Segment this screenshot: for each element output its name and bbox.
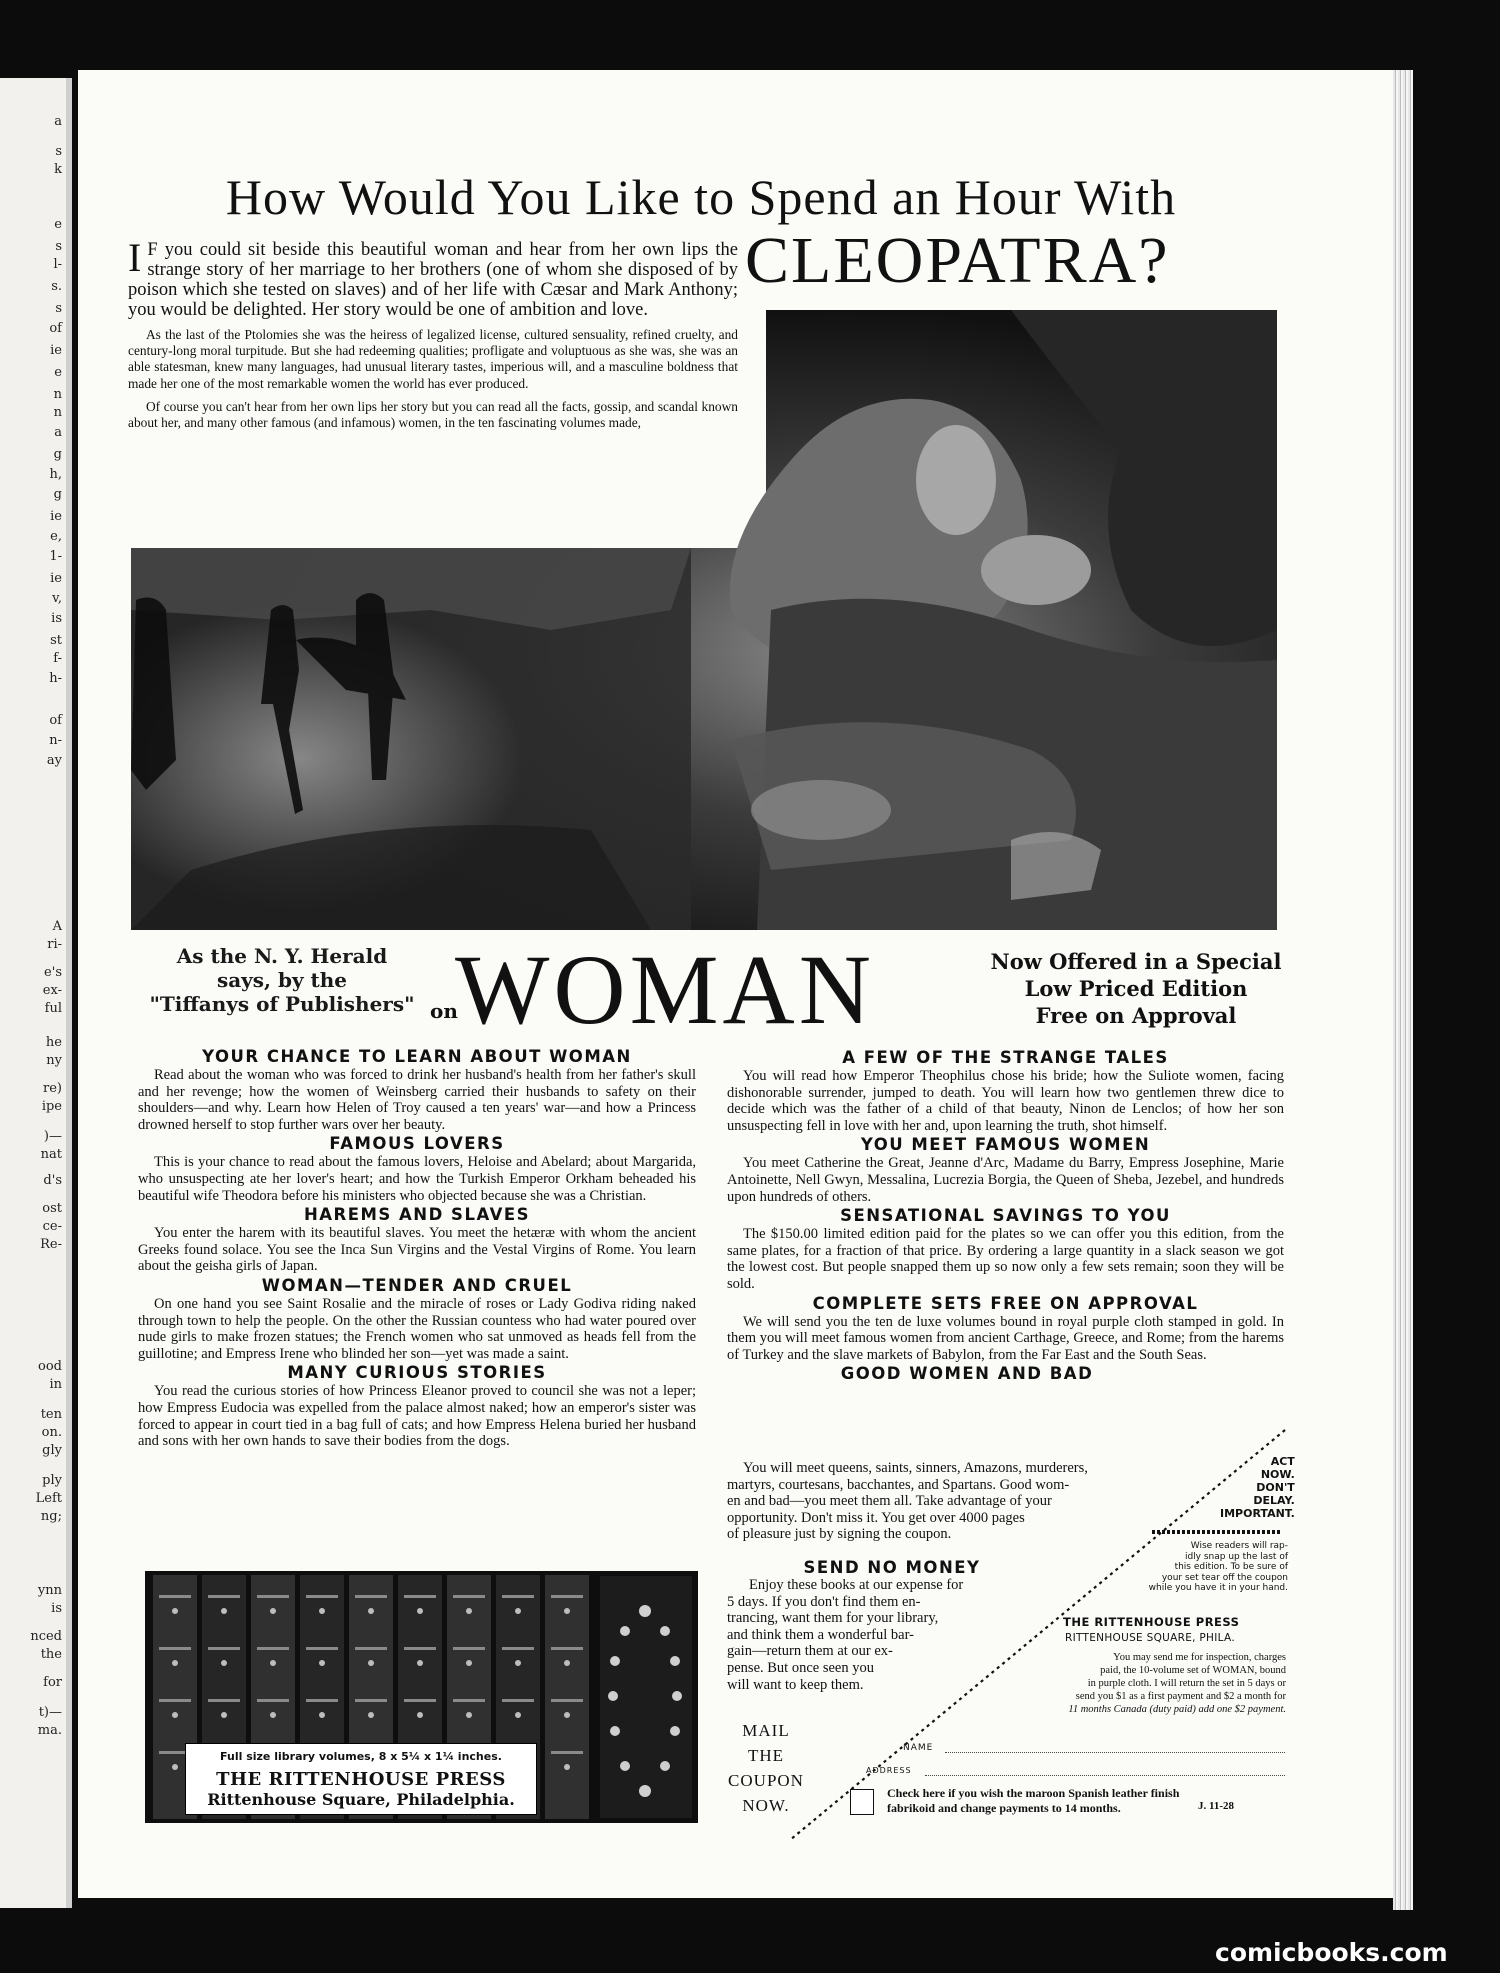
section-heading: FAMOUS LOVERS [329,1134,505,1154]
fragment-text: ipe [41,1099,62,1114]
section-heading: SENSATIONAL SAVINGS TO YOU [840,1206,1171,1226]
fragment-text: ten [40,1407,62,1422]
book-title: WOMAN [455,934,875,1045]
text-line: gain—return them at our ex- [727,1643,893,1660]
fragment-text: Left [35,1491,62,1506]
fragment-text: on. [41,1425,62,1440]
spine-dot [172,1660,178,1666]
send-no-money-heading: SEND NO MONEY [803,1558,981,1577]
mail-word: THE [747,1746,785,1765]
fragment-text: ost [42,1201,62,1216]
fragment-text: e, [50,529,62,544]
spine-dot [221,1608,227,1614]
spine-dot [466,1712,472,1718]
watermark: comicbooks.com [1215,1938,1448,1967]
mail-word: MAIL [742,1721,790,1740]
coupon-press-address: RITTENHOUSE SQUARE, PHILA. [1065,1632,1235,1644]
act-line: ACT [1270,1455,1295,1468]
herald-line-1: As the N. Y. Herald [176,944,388,968]
spine-band [502,1647,534,1650]
section-heading: GOOD WOMEN AND BAD [840,1364,1094,1384]
text-line: martyrs, courtesans, bacchantes, and Spartans. Good wom- [727,1476,1070,1493]
coupon-line: this edition. To be sure of [1174,1562,1288,1572]
spine-dot [221,1660,227,1666]
section-text: Read about the woman who was forced to drink her husband's health from her father's skull and her revenge; how the women of Weinsberg carried their husbands to safety on their shoulders—and why. Learn how Helen of Troy caused a ten years' war—and how a Princess drowned herself to stop further wars over her beauty. [138,1067,696,1133]
spine-band [257,1595,289,1598]
fragment-text: ce- [42,1219,62,1234]
spine-band [208,1647,240,1650]
spine-band [208,1699,240,1702]
spine-dot [172,1712,178,1718]
fragment-text: st [50,633,62,648]
spine-band [551,1647,583,1650]
fragment-text: n [53,405,62,420]
fragment-text: a [54,114,62,129]
text-line: will want to keep them. [727,1676,864,1693]
text-line: opportunity. Don't miss it. You get over 4000 pages [727,1509,1025,1526]
fragment-text: a [54,425,62,440]
spine-dot [564,1712,570,1718]
fragment-text: k [54,162,62,177]
section-heading: HAREMS AND SLAVES [303,1205,531,1225]
herald-line-3: "Tiffanys of Publishers" [149,992,415,1016]
spine-dot [515,1660,521,1666]
fragment-text: is [51,1601,62,1616]
check-line: fabrikoid and change payments to 14 months. [887,1801,1121,1815]
offer-line-3: Free on Approval [1035,1003,1237,1028]
spine-dot [368,1608,374,1614]
spine-band [453,1595,485,1598]
spine-band [208,1595,240,1598]
leather-finish-text [887,1786,1179,1816]
leather-finish-checkbox[interactable] [850,1789,874,1815]
fragment-text: he [45,1035,62,1050]
section-heading: MANY CURIOUS STORIES [287,1363,547,1383]
spine-dot [270,1608,276,1614]
herald-line-2: says, by the [216,968,348,992]
fragment-text: in [49,1377,62,1392]
fragment-text: s [55,239,62,254]
spine-dot [564,1764,570,1770]
spine-dot [466,1608,472,1614]
fragment-text: 1- [49,549,62,564]
fragment-text: nat [40,1147,62,1162]
fragment-text: Re- [40,1237,62,1252]
fragment-text: h- [49,671,62,686]
spine-dot [319,1608,325,1614]
spine-dot [368,1660,374,1666]
spine-dot [564,1608,570,1614]
fragment-text: ng; [40,1509,62,1524]
spine-dot [515,1608,521,1614]
text-line: Enjoy these books at our expense for [749,1577,964,1593]
text-line: and think them a wonderful bar- [727,1626,914,1643]
spine-band [257,1647,289,1650]
fragment-text: n [53,387,62,402]
mail-word: COUPON [728,1771,804,1790]
spine-band [355,1595,387,1598]
act-line: DELAY. [1253,1494,1295,1507]
fragment-text: ie [50,509,62,524]
spine-band [502,1595,534,1598]
address-label: ADDRESS [866,1766,912,1775]
books-caption [185,1743,537,1815]
mail-word: NOW. [742,1796,790,1815]
act-line: DON'T [1256,1481,1295,1494]
fragment-text: g [53,487,62,502]
fragment-text: t)— [38,1705,62,1720]
spine-dot [368,1712,374,1718]
spine-band [551,1751,583,1754]
spine-dot [319,1712,325,1718]
spine-band [355,1647,387,1650]
previous-page-edge [0,78,72,1908]
fragment-text: nced [30,1629,62,1644]
publisher-name: THE RITTENHOUSE PRESS [216,1769,506,1790]
fragment-text: )— [43,1129,62,1144]
text-line: You will meet queens, saints, sinners, Amazons, murderers, [743,1460,1088,1476]
section-text: You will read how Emperor Theophilus chose his bride; how the Suliote women, facing dishonorable surrender, jumped to death. You will learn how two gentlemen threw dice to decide which was the father of a child of that beauty, Ninon de Lenclos; of how her son unsuspecting fell in love with her and, upon learning the truth, shot himself. [727,1068,1284,1134]
fragment-text: e [54,217,62,232]
fragment-text: h, [49,467,62,482]
address-field[interactable] [925,1775,1285,1776]
text-line: pense. But once seen you [727,1659,874,1676]
fragment-text: ie [50,571,62,586]
fragment-text: ny [46,1053,62,1068]
herald-on-word: on [430,999,458,1023]
fragment-text: ful [44,1001,62,1016]
coupon-line: in purple cloth. I will return the set in 5 days or [1087,1678,1286,1689]
section-text: We will send you the ten de luxe volumes bound in royal purple cloth stamped in gold. In them you will meet famous women from ancient Carthage, Greece, and Rome; from the harems of Turkey and the slave markets of Babylon, from the Far East and the South Seas. [727,1313,1284,1363]
section-text: The $150.00 limited edition paid for the plates so we can offer you this edition, from the same plates, for a fraction of that price. By ordering a large quantity in a slack season we got the lowest cost. But people snapped them up so now only a few sets remain; soon they will be sold. [727,1226,1284,1292]
fragment-text: gly [42,1443,62,1458]
text-line: 5 days. If you don't find them en- [727,1593,921,1610]
fragment-text: ay [46,753,62,768]
intro-lead-text: F you could sit beside this beautiful woman and hear from her own lips the strange story of her marriage to her brothers (one of whom she disposed of by poison which she tested on slaves) and of her life with Cæsar and Mark Anthony; you would be delighted. Her story would be one of ambition and love. [128,240,738,320]
spine-dot [417,1608,423,1614]
act-now-notice [1220,1455,1295,1520]
fragment-text: is [51,611,62,626]
spine-dot [466,1660,472,1666]
spine-band [404,1595,436,1598]
fragment-text: s [55,144,62,159]
publisher-address: Rittenhouse Square, Philadelphia. [207,1790,515,1809]
spine-band [453,1647,485,1650]
coupon-line: idly snap up the last of [1184,1551,1288,1562]
coupon-line: Wise readers will rap- [1190,1541,1288,1551]
fragment-text: A [52,919,62,934]
intro-lead [128,235,738,320]
coupon-warning [1028,1541,1288,1594]
spine-dot [270,1712,276,1718]
drop-cap: I [128,235,142,280]
fragment-text: d's [43,1173,62,1188]
fragment-text: ynn [37,1583,62,1598]
offer-callout [985,948,1287,1029]
spine-band [159,1699,191,1702]
divider [1152,1530,1282,1534]
spine-band [551,1595,583,1598]
coupon-line: while you have it in your hand. [1148,1583,1288,1593]
name-label: NAME [903,1743,934,1753]
fragment-text: e's [44,965,62,980]
spine-dot [564,1660,570,1666]
fragment-text: v, [52,591,62,606]
fragment-text: ie [50,343,62,358]
spine-band [404,1699,436,1702]
coupon-press-name: THE RITTENHOUSE PRESS [1063,1615,1240,1629]
section-heading: WOMAN—TENDER AND CRUEL [261,1275,573,1295]
books-dimensions: Full size library volumes, 8 x 5¼ x 1¼ inches. [220,1750,502,1763]
coupon-line: paid, the 10-volume set of WOMAN, bound [1100,1665,1286,1676]
fragment-text: re) [43,1081,62,1096]
section-text: You enter the harem with its beautiful slaves. You meet the hetæræ with whom the ancient Greeks found solace. You see the Inca Sun Virgins and the Vestal Virgins of Rome. You learn about the geisha girls of Japan. [138,1225,696,1275]
fragment-text: l- [53,257,62,272]
right-column [727,1048,1284,1384]
section-text: You read the curious stories of how Princess Eleanor proved to council she was not a leper; how Empress Eudocia was expelled from the palace almost naked; how an emperor's sister was forced to appear in court tied in a bag full of cats; and how Empress Helena buried her husband and sons with her own hands to save their bodies from the dogs. [138,1383,696,1450]
fragment-text: ply [42,1473,62,1488]
intro-paragraph-3: Of course you can't hear from her own lips her story but you can read all the facts, gossip, and scandal known about her, and many other famous (and infamous) women, in the ten fascinating volumes made, [128,398,738,431]
headline: How Would You Like to Spend an Hour With [225,169,1177,225]
offer-line-2: Low Priced Edition [1024,976,1248,1001]
section-text: This is your chance to read about the famous lovers, Heloise and Abelard; about Margarida, who unsuspecting ate her lover's heart; and how the Turkish Emperor Orkham beheaded his beautiful wife Theodora before his ministers who objected because she was a Christian. [138,1154,696,1204]
herald-quote [132,944,432,1016]
fragment-text: n- [49,733,62,748]
fragment-text: of [49,713,62,728]
fragment-text: ri- [47,937,62,952]
coupon-line: send you $1 as a first payment and $2 a month for [1075,1691,1286,1702]
text-line: en and bad—you meet them all. Take advantage of your [727,1493,1052,1510]
spine-band [257,1699,289,1702]
name-field[interactable] [945,1752,1285,1753]
fragment-text: the [40,1647,62,1662]
spine-band [306,1595,338,1598]
offer-line-1: Now Offered in a Special [990,949,1282,974]
intro-paragraph-2: As the last of the Ptolomies she was the heiress of legalized license, cultured sensuality, refined cruelty, and century-long moral turpitude. But she had redeeming qualities; profligate and voluptuous as she was, she was an able statesman, knew many languages, had unusual literary tastes, imperious will, and a masculine boldness that made her one of the most remarkable women the world has ever produced. [128,327,738,391]
spine-dot [515,1712,521,1718]
spine-band [159,1595,191,1598]
spine-dot [270,1660,276,1666]
fragment-text: s. [51,279,62,294]
section-heading: YOU MEET FAMOUS WOMEN [860,1135,1151,1155]
coupon-line: 11 months Canada (duty paid) add one $2 payment. [1068,1704,1286,1715]
act-line: IMPORTANT. [1220,1507,1295,1520]
spine-band [404,1647,436,1650]
section-heading: COMPLETE SETS FREE ON APPROVAL [812,1293,1199,1313]
spine-dot [172,1764,178,1770]
section-text: On one hand you see Saint Rosalie and the miracle of roses or Lady Godiva riding naked through town to help the people. On the other the Russian countess who had water poured over nude girls to make frozen statues; the French women who sat unmoved as heads fell from the guillotine; and Empress Irene who blinded her son—yet was made a saint. [138,1295,696,1362]
ad-code: J. 11-28 [1198,1800,1235,1812]
spine-band [453,1699,485,1702]
fragment-text: f- [53,651,62,666]
fragment-text: for [43,1675,62,1690]
text-line: trancing, want them for your library, [727,1610,939,1627]
page-stack-edge [1393,70,1413,1910]
spine-dot [417,1660,423,1666]
coupon-line: your set tear off the coupon [1161,1572,1288,1583]
spine-dot [417,1712,423,1718]
spine-dot [221,1712,227,1718]
fragment-text: e [54,365,62,380]
text-line: of pleasure just by signing the coupon. [727,1526,952,1543]
spine-dot [319,1660,325,1666]
spine-band [306,1647,338,1650]
subject-title: CLEOPATRA? [745,224,1170,297]
check-line: Check here if you wish the maroon Spanish leather finish [887,1786,1180,1800]
spine-band [502,1699,534,1702]
fragment-text: of [49,321,62,336]
section-heading: A FEW OF THE STRANGE TALES [842,1048,1169,1067]
section-text: You meet Catherine the Great, Jeanne d'Arc, Madame du Barry, Empress Josephine, Marie Antoinette, Nell Gwyn, Messalina, Lucrezia Borgia, the Queen of Sheba, Jezebel, and hundreds upon hundreds of others. [727,1155,1284,1205]
fragment-text: g [53,447,62,462]
intro-copy [128,235,738,431]
spine-band [159,1647,191,1650]
left-column [138,1047,696,1451]
fragment-text: s [55,301,62,316]
fragment-text: ex- [42,983,62,998]
coupon-line: You may send me for inspection, charges [1113,1652,1286,1663]
spine-band [355,1699,387,1702]
spine-band [306,1699,338,1702]
spine-dot [172,1608,178,1614]
fragment-text: ood [38,1359,62,1374]
fragment-text: ma. [37,1723,62,1738]
spine-band [551,1699,583,1702]
section-heading: YOUR CHANCE TO LEARN ABOUT WOMAN [202,1047,632,1066]
act-line: NOW. [1260,1468,1295,1481]
coupon-order-text [950,1651,1286,1716]
